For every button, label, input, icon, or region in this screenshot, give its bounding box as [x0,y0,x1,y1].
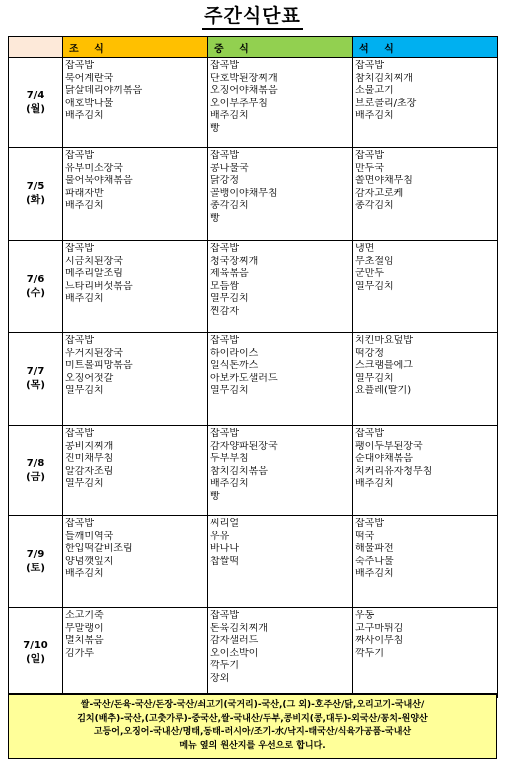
lunch-cell [208,608,353,698]
menu-item: 잡곡밥 [210,610,239,621]
dinner-cell [353,516,498,608]
lunch-cell [208,333,353,426]
menu-item: 잡곡밥 [210,428,239,439]
day-weekday: (월) [26,103,45,115]
day-cell [9,58,63,148]
menu-item: 진미채무침 [65,453,114,464]
lunch-cell [208,58,353,148]
day-weekday: (목) [26,380,45,391]
menu-item: 참치김치볶음 [210,465,268,477]
menu-item: 깍두기 [355,647,384,659]
menu-item: 배추김치 [210,110,249,121]
menu-item: 애호박나물 [65,97,114,109]
menu-item: 하이라이스 [210,347,259,359]
breakfast-cell [63,333,208,426]
day-date: 7/7 [26,366,45,377]
dinner-cell [353,426,498,516]
menu-item: 만두국 [355,162,384,174]
day-row [9,58,498,148]
menu-item: 냉면 [355,243,375,254]
menu-item: 오이소박이 [210,647,259,659]
day-row [9,516,498,608]
menu-item: 잡곡밥 [210,150,239,161]
menu-item: 우유 [210,530,230,542]
menu-item: 잡곡밥 [65,243,94,254]
menu-item: 열무김치 [355,372,394,384]
day-date: 7/8 [26,457,45,469]
menu-item: 고구마튀김 [355,622,404,634]
menu-item: 잡곡밥 [210,60,239,71]
menu-item: 모듬쌈 [210,280,239,292]
menu-item: 쫄면야채무침 [355,175,413,186]
menu-item: 잡곡밥 [210,335,239,346]
breakfast-cell [63,516,208,608]
menu-item: 배추김치 [65,110,104,121]
menu-item: 배추김치 [65,293,104,304]
lunch-cell [208,426,353,516]
header-row [9,37,498,58]
menu-item: 단호박된장찌개 [210,72,278,84]
lunch-cell [208,241,353,333]
origin-note [8,693,497,759]
day-cell [9,148,63,241]
dinner-cell [353,333,498,426]
day-row [9,241,498,333]
day-weekday: (화) [26,195,45,206]
day-row [9,608,498,698]
menu-item: 감자양파된장국 [210,440,278,452]
day-row [9,148,498,241]
day-cell [9,333,63,426]
menu-item: 멸치볶음 [65,635,104,646]
menu-body [9,58,498,698]
menu-item: 오징어젓갈 [65,372,114,384]
menu-item: 요플레(딸기) [355,385,412,396]
menu-item: 떡강정 [355,347,384,359]
menu-item: 참치김치찌개 [355,72,413,84]
menu-item: 김가루 [65,647,94,659]
origin-note-line: 김치(배추)-국산,(고춧가루)-중국산,쌀-국내산/두부,콩비지(콩,대두)-외국산/꽁치-원양산 [77,713,428,724]
menu-item: 팽이두부된장국 [355,440,423,452]
day-weekday: (일) [26,653,45,665]
dinner-cell [353,241,498,333]
menu-item: 짜사이무침 [355,635,404,646]
menu-item: 오징어야채볶음 [210,85,278,96]
menu-item: 장외 [210,672,230,684]
breakfast-cell [63,426,208,516]
lunch-cell [208,516,353,608]
menu-item: 배추김치 [65,200,104,211]
menu-item: 닭강정 [210,175,239,186]
menu-item: 메추리알조림 [65,268,123,279]
menu-item: 빵 [210,122,220,134]
menu-item: 배추김치 [355,478,394,489]
day-date: 7/4 [26,89,45,101]
menu-item: 양념깻잎지 [65,555,114,567]
menu-item: 잡곡밥 [355,518,384,529]
menu-item: 바나나 [210,543,239,554]
menu-item: 잡곡밥 [65,60,94,71]
dinner-cell [353,58,498,148]
day-row [9,426,498,516]
day-row [9,333,498,426]
menu-item: 군만두 [355,268,384,279]
menu-item: 씨리얼 [210,518,239,529]
menu-item: 감자고로케 [355,187,404,199]
header-dinner: 석 식 [353,37,498,58]
menu-item: 빵 [210,212,220,224]
menu-item: 열무김치 [210,293,249,304]
day-cell [9,426,63,516]
menu-item: 북어계란국 [65,72,114,84]
breakfast-cell [63,608,208,698]
menu-item: 들깨미역국 [65,530,114,542]
menu-item: 열무김치 [65,385,104,396]
day-date: 7/9 [26,548,45,560]
menu-item: 총각김치 [210,200,249,211]
breakfast-cell [63,148,208,241]
menu-item: 잡곡밥 [65,335,94,346]
menu-item: 한입떡갈비조림 [65,543,133,554]
day-cell [9,241,63,333]
menu-item: 청국장찌개 [210,255,259,267]
menu-item: 잡곡밥 [210,243,239,254]
menu-item: 총각김치 [355,200,394,211]
menu-item: 배추김치 [65,568,104,579]
day-weekday: (토) [26,562,45,574]
menu-item: 스크램블에그 [355,360,413,371]
menu-item: 느타리버섯볶음 [65,280,133,292]
menu-item: 빵 [210,490,220,502]
menu-item: 일식돈까스 [210,360,259,371]
menu-item: 알감자조림 [65,465,114,477]
day-cell [9,516,63,608]
menu-item: 미트볼피망볶음 [65,360,133,371]
dinner-cell [353,148,498,241]
menu-item: 콩나물국 [210,162,249,174]
menu-item: 오이부추무침 [210,97,268,109]
menu-item: 잡곡밥 [355,150,384,161]
menu-item: 무초절임 [355,255,394,267]
day-weekday: (수) [26,287,45,299]
menu-item: 콩비지찌개 [65,440,114,452]
menu-item: 우거지된장국 [65,347,123,359]
menu-item: 찐감자 [210,305,239,317]
origin-note-line: 고등어,오징어-국내산/명태,동태-러시아/조기-水/낙지-태국산/식육가공품-국내산 [93,727,412,737]
menu-item: 찹쌀떡 [210,555,239,567]
menu-item: 아보카도샐러드 [210,372,278,384]
menu-item: 우동 [355,610,375,621]
menu-item: 제육볶음 [210,268,249,279]
page-title-text: 주간식단표 [202,5,303,30]
menu-item: 열무김치 [65,478,104,489]
menu-item: 숙주나물 [355,555,394,567]
menu-item: 소불고기 [355,85,394,96]
breakfast-cell [63,58,208,148]
menu-item: 잡곡밥 [355,60,384,71]
menu-item: 파래자반 [65,187,104,199]
menu-item: 잡곡밥 [65,428,94,439]
header-breakfast: 조 식 [63,37,208,58]
header-lunch: 중 식 [208,37,353,58]
day-date: 7/6 [26,273,45,285]
menu-item: 떡국 [355,530,375,542]
breakfast-cell [63,241,208,333]
menu-item: 시금치된장국 [65,255,123,267]
menu-item: 유부미소장국 [65,162,123,174]
menu-item: 잡곡밥 [65,518,94,529]
day-weekday: (금) [26,471,45,483]
menu-item: 무말랭이 [65,622,104,634]
day-date: 7/5 [26,181,45,192]
menu-item: 소고기죽 [65,610,104,621]
menu-item: 돈육김치찌개 [210,622,268,634]
menu-item: 열무김치 [210,385,249,396]
menu-item: 깍두기 [210,660,239,671]
origin-note-line: 쌀-국산/돈육-국산/돈장-국산/쇠고기(국거리)-국산,(그 외)-호주산/닭,오리고기-국내산/ [80,700,425,710]
menu-item: 치커리유자청무침 [355,465,433,477]
lunch-cell [208,148,353,241]
weekly-menu-table [8,36,498,698]
day-date: 7/10 [23,639,48,651]
menu-item: 두부부침 [210,453,249,464]
origin-note-line: 메뉴 옆의 원산지를 우선으로 합니다. [179,740,326,751]
menu-item: 배추김치 [355,110,394,121]
menu-item: 치킨마요덮밥 [355,335,413,346]
day-cell [9,608,63,698]
menu-item: 배추김치 [355,568,394,579]
menu-item: 잡곡밥 [65,150,94,161]
menu-item: 배추김치 [210,478,249,489]
dinner-cell [353,608,498,698]
menu-item: 열무김치 [355,280,394,292]
menu-item: 불어묵야채볶음 [65,175,133,186]
menu-item: 닭살데리야끼볶음 [65,85,143,96]
menu-item: 감자샐러드 [210,635,259,646]
menu-item: 브로콜리/초장 [355,97,417,109]
menu-item: 골뱅이야채무침 [210,187,278,199]
corner-cell [9,37,63,58]
menu-item: 해물파전 [355,543,394,554]
menu-item: 잡곡밥 [355,428,384,439]
menu-item: 순대야채볶음 [355,453,413,464]
page-title [0,5,505,30]
